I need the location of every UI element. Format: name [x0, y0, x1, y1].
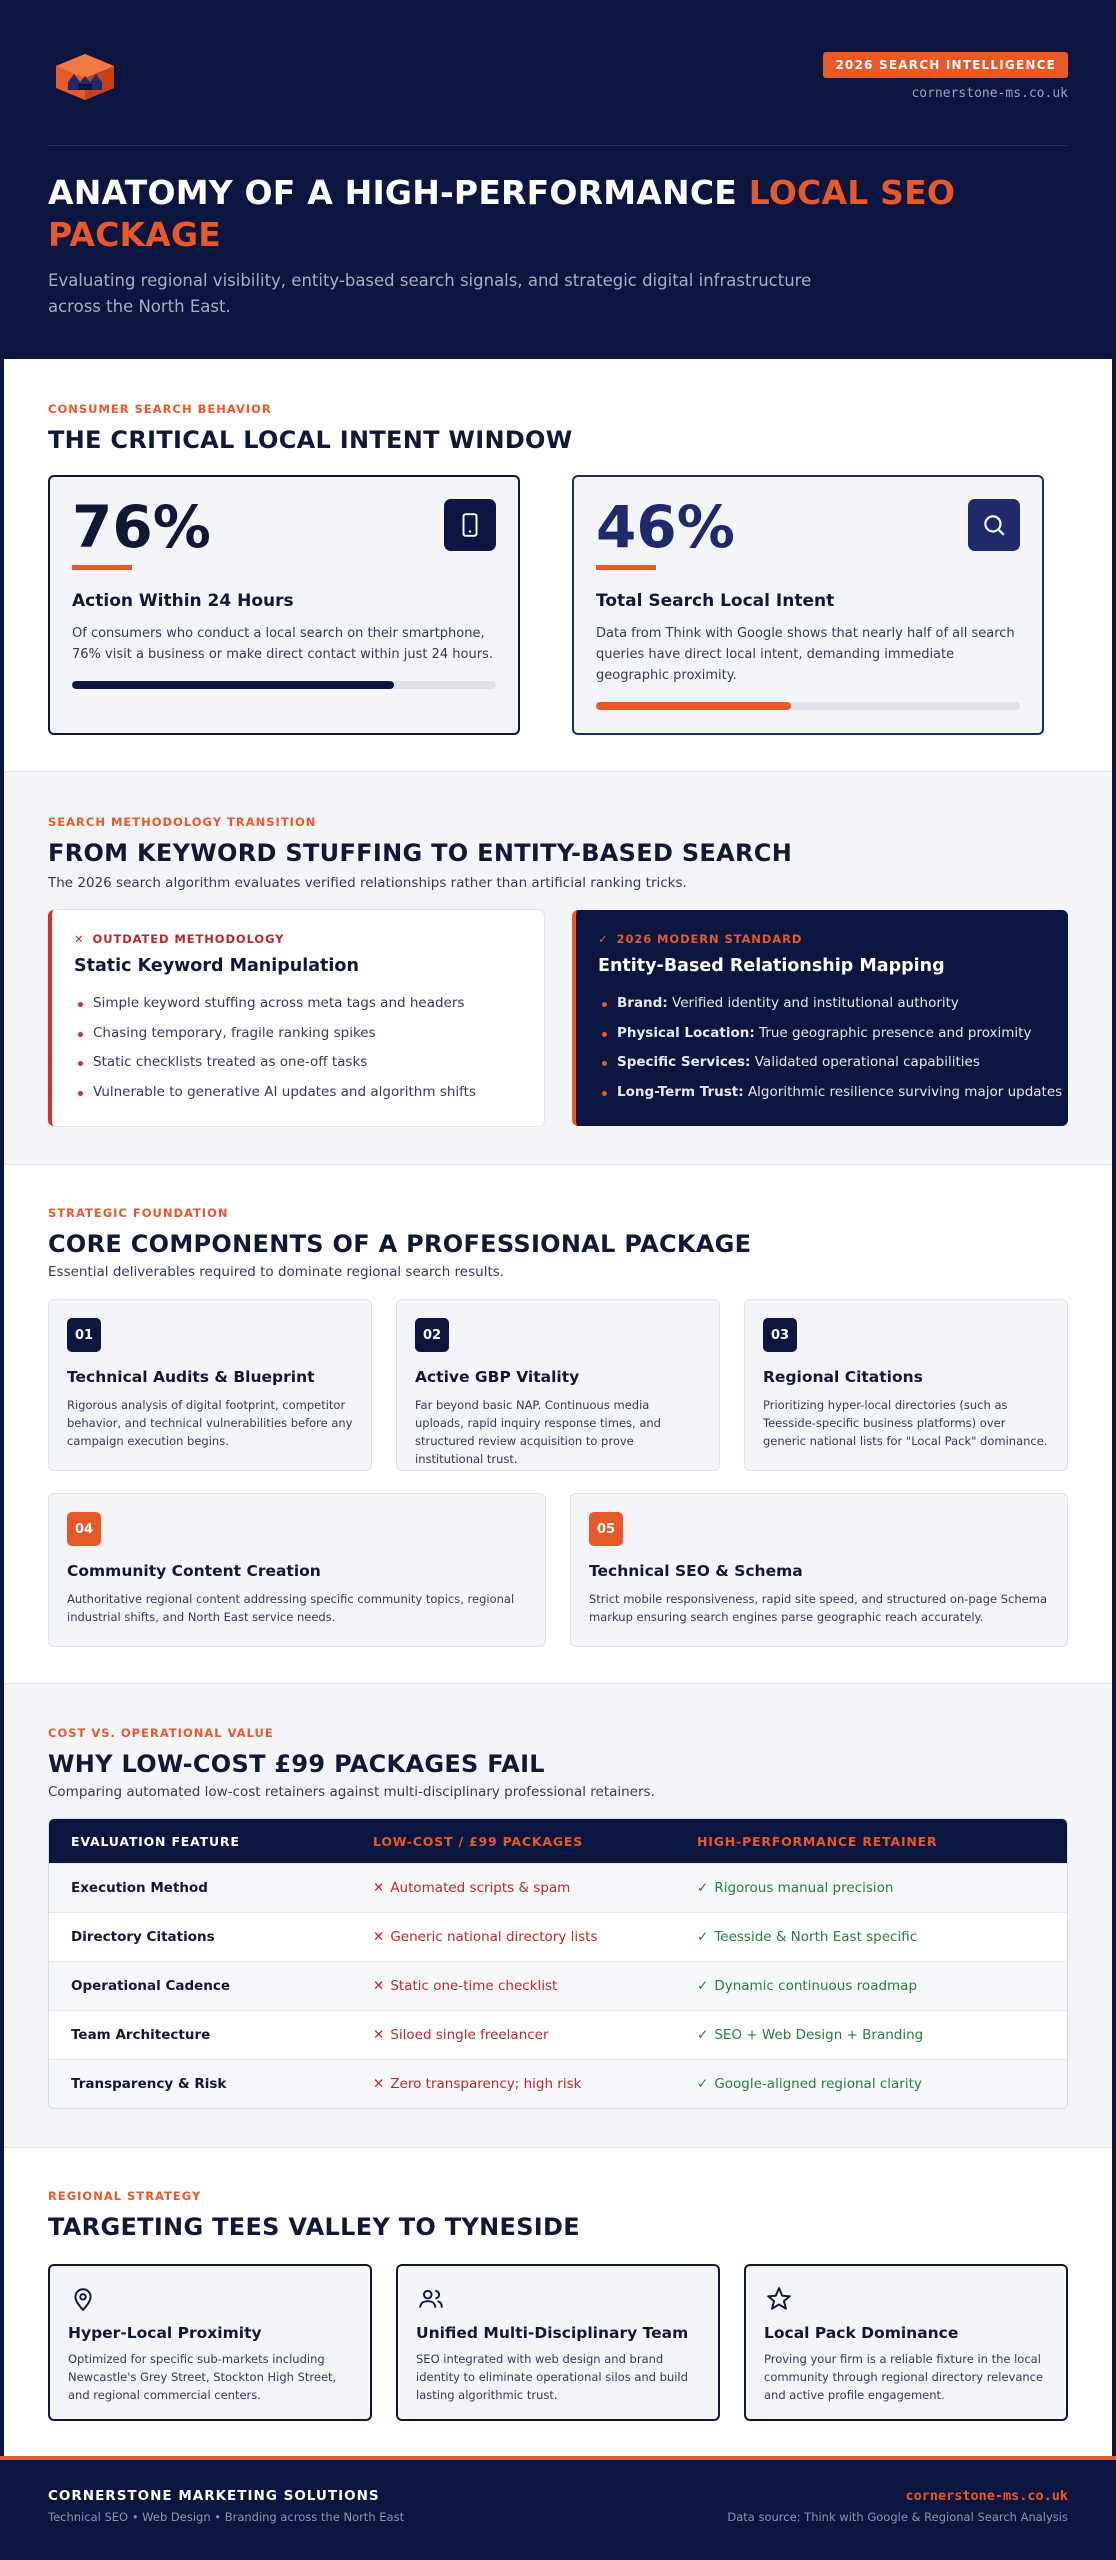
component-card [570, 1493, 1068, 1647]
cross-icon: ✕ [373, 1929, 385, 1945]
list-item-text: Static checklists treated as one-off tasks [93, 1054, 368, 1070]
methodology-title: FROM KEYWORD STUFFING TO ENTITY-BASED SEARCH [48, 839, 793, 867]
table-row [49, 2010, 1067, 2059]
component-title: Regional Citations [763, 1368, 923, 1386]
stat-progress-bar [72, 681, 496, 689]
step-number: 02 [415, 1318, 449, 1352]
cross-icon: ✕ [373, 2027, 385, 2043]
column-header: HIGH-PERFORMANCE RETAINER [697, 1833, 938, 1849]
cell-text: Rigorous manual precision [714, 1880, 894, 1896]
table-row [49, 1961, 1067, 2010]
regional-card-text: Optimized for specific sub-markets including Newcastle's Grey Street, Stockton High Street, and regional commercial centers. [68, 2352, 337, 2402]
title-accent: LOCAL SEO PACKAGE [48, 173, 956, 254]
list-item-text: True geographic presence and proximity [754, 1024, 1032, 1041]
retainer-cell [697, 1929, 1067, 1945]
list-item [74, 1084, 476, 1114]
intent-eyebrow: CONSUMER SEARCH BEHAVIOR [48, 402, 272, 416]
component-text: Rigorous analysis of digital footprint, competitor behavior, and technical vulnerabilities before any campaign execution begins. [67, 1398, 353, 1448]
cross-icon: ✕ [373, 1880, 385, 1896]
list-item-label: Physical Location: [617, 1024, 755, 1041]
cross-icon: ✕ [373, 1978, 385, 1994]
cornerstone-logo-icon [52, 52, 118, 102]
component-card [396, 1299, 720, 1471]
map-pin-icon [70, 2286, 96, 2312]
low-cost-cell [373, 1880, 697, 1896]
list-item [74, 1025, 476, 1055]
bullet-icon [602, 1002, 607, 1007]
stat-card [572, 475, 1044, 735]
modern-title: Entity-Based Relationship Mapping [598, 956, 945, 976]
regional-card [396, 2264, 720, 2421]
component-title: Community Content Creation [67, 1562, 321, 1580]
low-cost-cell [373, 1929, 697, 1945]
feature-cell: Directory Citations [71, 1929, 215, 1945]
feature-cell: Execution Method [71, 1880, 208, 1896]
bullet-icon [78, 1061, 83, 1066]
cell-text: Zero transparency; high risk [390, 2076, 582, 2092]
component-text: Strict mobile responsiveness, rapid site speed, and structured on-page Schema markup ensuring search engines parse geographic reach accurately. [589, 1592, 1047, 1624]
header-divider [48, 145, 1068, 146]
methodology-section [4, 771, 1112, 1164]
step-number: 05 [589, 1512, 623, 1546]
component-card [744, 1299, 1068, 1471]
intent-title: THE CRITICAL LOCAL INTENT WINDOW [48, 426, 573, 454]
check-icon: ✓ [697, 2076, 709, 2092]
cell-text: Google-aligned regional clarity [714, 2076, 922, 2092]
list-item-label: Brand: [617, 995, 668, 1011]
stat-value: 76% [72, 493, 211, 561]
stat-accent-bar [72, 565, 132, 570]
regional-card [744, 2264, 1068, 2421]
list-item [598, 995, 1062, 1025]
step-number: 04 [67, 1512, 101, 1546]
modern-tag-label: 2026 MODERN STANDARD [616, 932, 803, 946]
methodology-subtitle: The 2026 search algorithm evaluates verified relationships rather than artificial ranking tricks. [48, 875, 687, 891]
stat-heading: Action Within 24 Hours [72, 591, 294, 611]
cell-text: SEO + Web Design + Branding [714, 2027, 924, 2043]
bullet-icon [602, 1032, 607, 1037]
list-item-label: Long-Term Trust: [617, 1083, 744, 1100]
check-icon: ✓ [697, 2027, 709, 2043]
list-item-text: Simple keyword stuffing across meta tags and headers [93, 995, 465, 1011]
component-title: Active GBP Vitality [415, 1368, 580, 1386]
team-icon [418, 2286, 444, 2312]
footer-site-link[interactable]: cornerstone-ms.co.uk [905, 2488, 1068, 2504]
bullet-icon [78, 1091, 83, 1096]
bullet-icon [602, 1061, 607, 1066]
components-eyebrow: STRATEGIC FOUNDATION [48, 1206, 229, 1220]
outdated-title: Static Keyword Manipulation [74, 956, 359, 976]
year-badge: 2026 SEARCH INTELLIGENCE [823, 52, 1068, 78]
component-card [48, 1299, 372, 1471]
page-footer [0, 2460, 1116, 2560]
cell-text: Static one-time checklist [390, 1978, 558, 1994]
hero-header [0, 0, 1116, 359]
list-item-text: Verified identity and institutional authority [667, 995, 959, 1011]
frame-right [1112, 359, 1116, 2456]
cell-text: Generic national directory lists [390, 1929, 598, 1945]
regional-card-title: Unified Multi-Disciplinary Team [416, 2324, 689, 2342]
footer-source: Data source: Think with Google & Regional Search Analysis [727, 2510, 1068, 2524]
regional-card [48, 2264, 372, 2421]
feature-cell: Operational Cadence [71, 1978, 231, 1994]
low-cost-cell [373, 2027, 697, 2043]
check-icon: ✓ [697, 1978, 709, 1994]
cell-text: Dynamic continuous roadmap [714, 1978, 918, 1994]
retainer-cell [697, 2076, 1067, 2092]
comparison-title: WHY LOW-COST £99 PACKAGES FAIL [48, 1750, 545, 1778]
bullet-icon [78, 1002, 83, 1007]
outdated-tag [74, 932, 284, 946]
outdated-method-card [48, 910, 544, 1126]
component-title: Technical SEO & Schema [589, 1562, 803, 1580]
table-row [49, 1912, 1067, 1961]
modern-method-card [572, 910, 1068, 1126]
outdated-list [74, 995, 476, 1113]
retainer-cell [697, 1880, 1067, 1896]
modern-tag [598, 932, 802, 946]
components-subtitle: Essential deliverables required to dominate regional search results. [48, 1264, 505, 1280]
bullet-icon [78, 1032, 83, 1037]
regional-card-title: Hyper-Local Proximity [68, 2324, 262, 2342]
stat-heading: Total Search Local Intent [596, 591, 835, 611]
column-header: EVALUATION FEATURE [71, 1833, 240, 1849]
regional-card-title: Local Pack Dominance [764, 2324, 959, 2342]
list-item [598, 1084, 1062, 1114]
component-text: Far beyond basic NAP. Continuous media uploads, rapid inquiry response times, and structured review acquisition to prove institutional trust. [415, 1398, 661, 1466]
regional-eyebrow: REGIONAL STRATEGY [48, 2189, 202, 2203]
cell-text: Siloed single freelancer [390, 2027, 549, 2043]
components-section [4, 1164, 1112, 1683]
table-body [49, 1863, 1067, 2108]
list-item-text: Algorithmic resilience surviving major updates [743, 1083, 1063, 1100]
stat-description: Data from Think with Google shows that nearly half of all search queries have direct local intent, demanding immediate geographic proximity. [596, 626, 1015, 683]
title-main: ANATOMY OF A HIGH-PERFORMANCE [48, 173, 749, 212]
cell-text: Teesside & North East specific [714, 1929, 918, 1945]
table-row [49, 1863, 1067, 1912]
stat-card [48, 475, 520, 735]
component-text: Prioritizing hyper-local directories (such as Teesside-specific business platforms) over generic national lists for "Local Pack" dominance. [763, 1398, 1048, 1448]
list-item-text: Chasing temporary, fragile ranking spikes [93, 1024, 376, 1041]
stat-progress-fill [596, 702, 791, 710]
regional-card-text: SEO integrated with web design and brand identity to eliminate operational silos and build lasting algorithmic trust. [416, 2352, 688, 2402]
modern-list [598, 995, 1062, 1113]
header-site-link[interactable]: cornerstone-ms.co.uk [911, 86, 1068, 101]
list-item [598, 1054, 1062, 1084]
footer-company: CORNERSTONE MARKETING SOLUTIONS [48, 2488, 380, 2504]
table-row [49, 2059, 1067, 2108]
step-number: 01 [67, 1318, 101, 1352]
page-title [48, 172, 1028, 256]
check-icon: ✓ [697, 1929, 709, 1945]
footer-tagline: Technical SEO • Web Design • Branding across the North East [48, 2510, 405, 2524]
close-icon: ✕ [74, 932, 85, 946]
list-item-label: Specific Services: [617, 1054, 751, 1070]
list-item [74, 995, 476, 1025]
page-subtitle: Evaluating regional visibility, entity-based search signals, and strategic digital infrastructure across the North East. [48, 271, 812, 316]
low-cost-cell [373, 1978, 697, 1994]
feature-cell: Transparency & Risk [71, 2076, 227, 2092]
comparison-eyebrow: COST VS. OPERATIONAL VALUE [48, 1726, 274, 1740]
list-item [74, 1054, 476, 1084]
comparison-subtitle: Comparing automated low-cost retainers against multi-disciplinary professional retainers. [48, 1784, 655, 1800]
outdated-tag-label: OUTDATED METHODOLOGY [92, 932, 285, 946]
list-item-text: Vulnerable to generative AI updates and algorithm shifts [93, 1083, 476, 1100]
table-header-row [49, 1819, 1067, 1863]
component-card [48, 1493, 546, 1647]
low-cost-cell [373, 2076, 697, 2092]
list-item-text: Validated operational capabilities [750, 1054, 980, 1070]
comparison-table [48, 1818, 1068, 2109]
intent-section [4, 359, 1112, 771]
retainer-cell [697, 2027, 1067, 2043]
component-title: Technical Audits & Blueprint [67, 1368, 315, 1386]
check-icon: ✓ [697, 1880, 709, 1896]
cross-icon: ✕ [373, 2076, 385, 2092]
star-icon [766, 2286, 792, 2312]
list-item [598, 1025, 1062, 1055]
cell-text: Automated scripts & spam [390, 1880, 571, 1896]
step-number: 03 [763, 1318, 797, 1352]
smartphone-icon [444, 499, 496, 551]
regional-section [4, 2147, 1112, 2458]
search-icon [968, 499, 1020, 551]
retainer-cell [697, 1978, 1067, 1994]
methodology-eyebrow: SEARCH METHODOLOGY TRANSITION [48, 815, 317, 829]
stat-value: 46% [596, 493, 735, 561]
feature-cell: Team Architecture [71, 2027, 211, 2043]
components-title: CORE COMPONENTS OF A PROFESSIONAL PACKAGE [48, 1230, 752, 1258]
check-icon: ✓ [598, 932, 609, 946]
column-header: LOW-COST / £99 PACKAGES [373, 1833, 584, 1849]
component-text: Authoritative regional content addressing specific community topics, regional industrial shifts, and North East service needs. [67, 1592, 515, 1624]
regional-card-text: Proving your firm is a reliable fixture in the local community through regional directory relevance and active profile engagement. [764, 2352, 1044, 2402]
stat-progress-bar [596, 702, 1020, 710]
stat-progress-fill [72, 681, 394, 689]
comparison-section [4, 1683, 1112, 2147]
stat-description: Of consumers who conduct a local search on their smartphone, 76% visit a business or make direct contact within just 24 hours. [72, 626, 493, 662]
stat-accent-bar [596, 565, 656, 570]
regional-title: TARGETING TEES VALLEY TO TYNESIDE [48, 2213, 580, 2241]
bullet-icon [602, 1091, 607, 1096]
